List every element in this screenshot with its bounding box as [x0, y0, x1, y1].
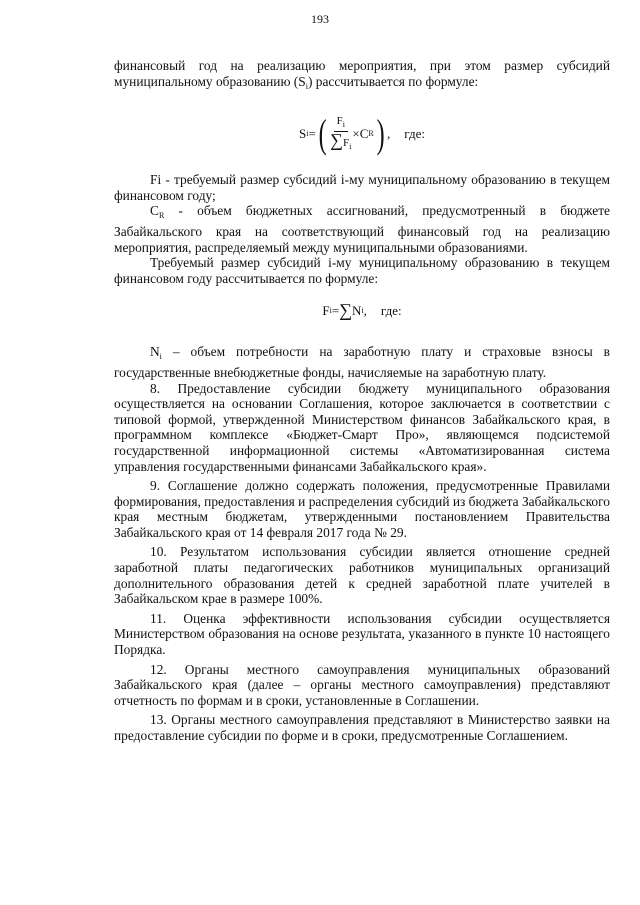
definition-ni-symbol: N: [150, 344, 160, 360]
paragraph-9: 9. Соглашение должно содержать положения, предусмотренные Правилами формирования, предоставления и распределения субсидий из бюджета Забайкальского края местным бюджетам, утвержденными постановлением Правительства Забайкальского края от 14 февраля 2017 года № 29.: [114, 478, 610, 540]
page-number: 193: [311, 12, 329, 26]
formula1-num-f: F: [336, 115, 343, 128]
formula1-fraction: [330, 115, 351, 153]
formula1-equals: =: [308, 126, 316, 142]
formula1-comma: ,: [387, 126, 391, 142]
definition-cr: [114, 203, 610, 255]
intro-text-end: ) рассчитывается по формуле:: [307, 73, 479, 89]
intro-subscript: i: [305, 81, 308, 91]
definition-cr-sub: R: [158, 211, 165, 221]
intro-paragraph: [114, 58, 610, 94]
formula2-term: N: [352, 302, 362, 318]
definition-cr-symbol: C: [150, 203, 159, 219]
right-paren-glyph: ): [376, 111, 385, 157]
formula2-lhs: F: [322, 302, 330, 318]
formula1-c-sub: R: [368, 129, 374, 139]
paragraph-8: 8. Предоставление субсидии бюджету муниципального образования осуществляется на основании Соглашения, которое заключается в соответствии с типовой формой, утвержденной Министерством финансов Забайкальского края, в программном комплексе «Бюджет-Смарт Про», являющемся подсистемой государственной информационной системы «Автоматизированная система управления государственными финансами Забайкальского края».: [114, 380, 610, 474]
paragraph-11: 11. Оценка эффективности использования субсидии осуществляется Министерством образования на основе результата, указанного в пункте 10 настоящего Порядка.: [114, 610, 610, 658]
formula1-den-f: F: [343, 137, 350, 150]
formula1-denominator: [330, 132, 351, 153]
formula1-lhs: S: [299, 126, 307, 142]
formula2-equals: =: [331, 302, 340, 318]
formula1-times-c: ×C: [352, 126, 369, 142]
formula2-where: где:: [380, 302, 402, 318]
formula2-sigma: ∑: [339, 300, 353, 321]
intro-text: финансовый год на реализацию мероприятия, при этом размер субсидий муниципальному образованию (S: [114, 58, 610, 89]
formula2-comma: ,: [363, 302, 367, 318]
document-body: [114, 58, 610, 744]
definition-cr-text: - объем бюджетных ассигнований, предусмотренный в бюджете Забайкальского края на соответствующий финансовый год на реализацию мероприятия, распределяемый между муниципальными образованиями.: [114, 203, 610, 255]
formula2-term-sub: i: [361, 305, 364, 315]
formula1-den-sub: i: [349, 142, 352, 152]
definition-ni: [114, 344, 610, 380]
definition-ni-text: – объем потребности на заработную плату и страховые взносы в государственные внебюджетные фонды, начисляемые на заработную плату.: [114, 344, 610, 380]
formula1-where: где:: [404, 126, 425, 142]
formula1-lhs-sub: i: [306, 129, 309, 139]
definition-ni-sub: i: [159, 352, 162, 362]
subsidy-formula: [114, 111, 610, 157]
paragraph-13: 13. Органы местного самоуправления представляют в Министерство заявки на предоставление субсидии по форме и в сроки, предусмотренные Соглашением.: [114, 712, 610, 743]
paragraph-10: 10. Результатом использования субсидии является отношение средней заработной платы педагогических работников муниципальных организаций дополнительного образования детей к средней заработной плате учителей в Забайкальском крае в размере 100%.: [114, 544, 610, 607]
formula1-num-sub: i: [342, 120, 345, 130]
paragraph-12: 12. Органы местного самоуправления муниципальных образований Забайкальского края (далее – органы местного самоуправления) представляют отчетность по формам и в сроки, установленные в Соглашении.: [114, 661, 610, 708]
required-size-formula: [114, 300, 610, 321]
formula2-lhs-sub: i: [329, 305, 332, 315]
definition-fi: Fi - требуемый размер субсидий i-му муниципальному образованию в текущем финансовом году;: [114, 172, 610, 203]
left-paren-glyph: (: [318, 111, 327, 157]
formula1-sigma: ∑: [330, 130, 343, 151]
required-size-intro: Требуемый размер субсидий i-му муниципальному образованию в текущем финансовом году рассчитывается по формуле:: [114, 255, 610, 286]
